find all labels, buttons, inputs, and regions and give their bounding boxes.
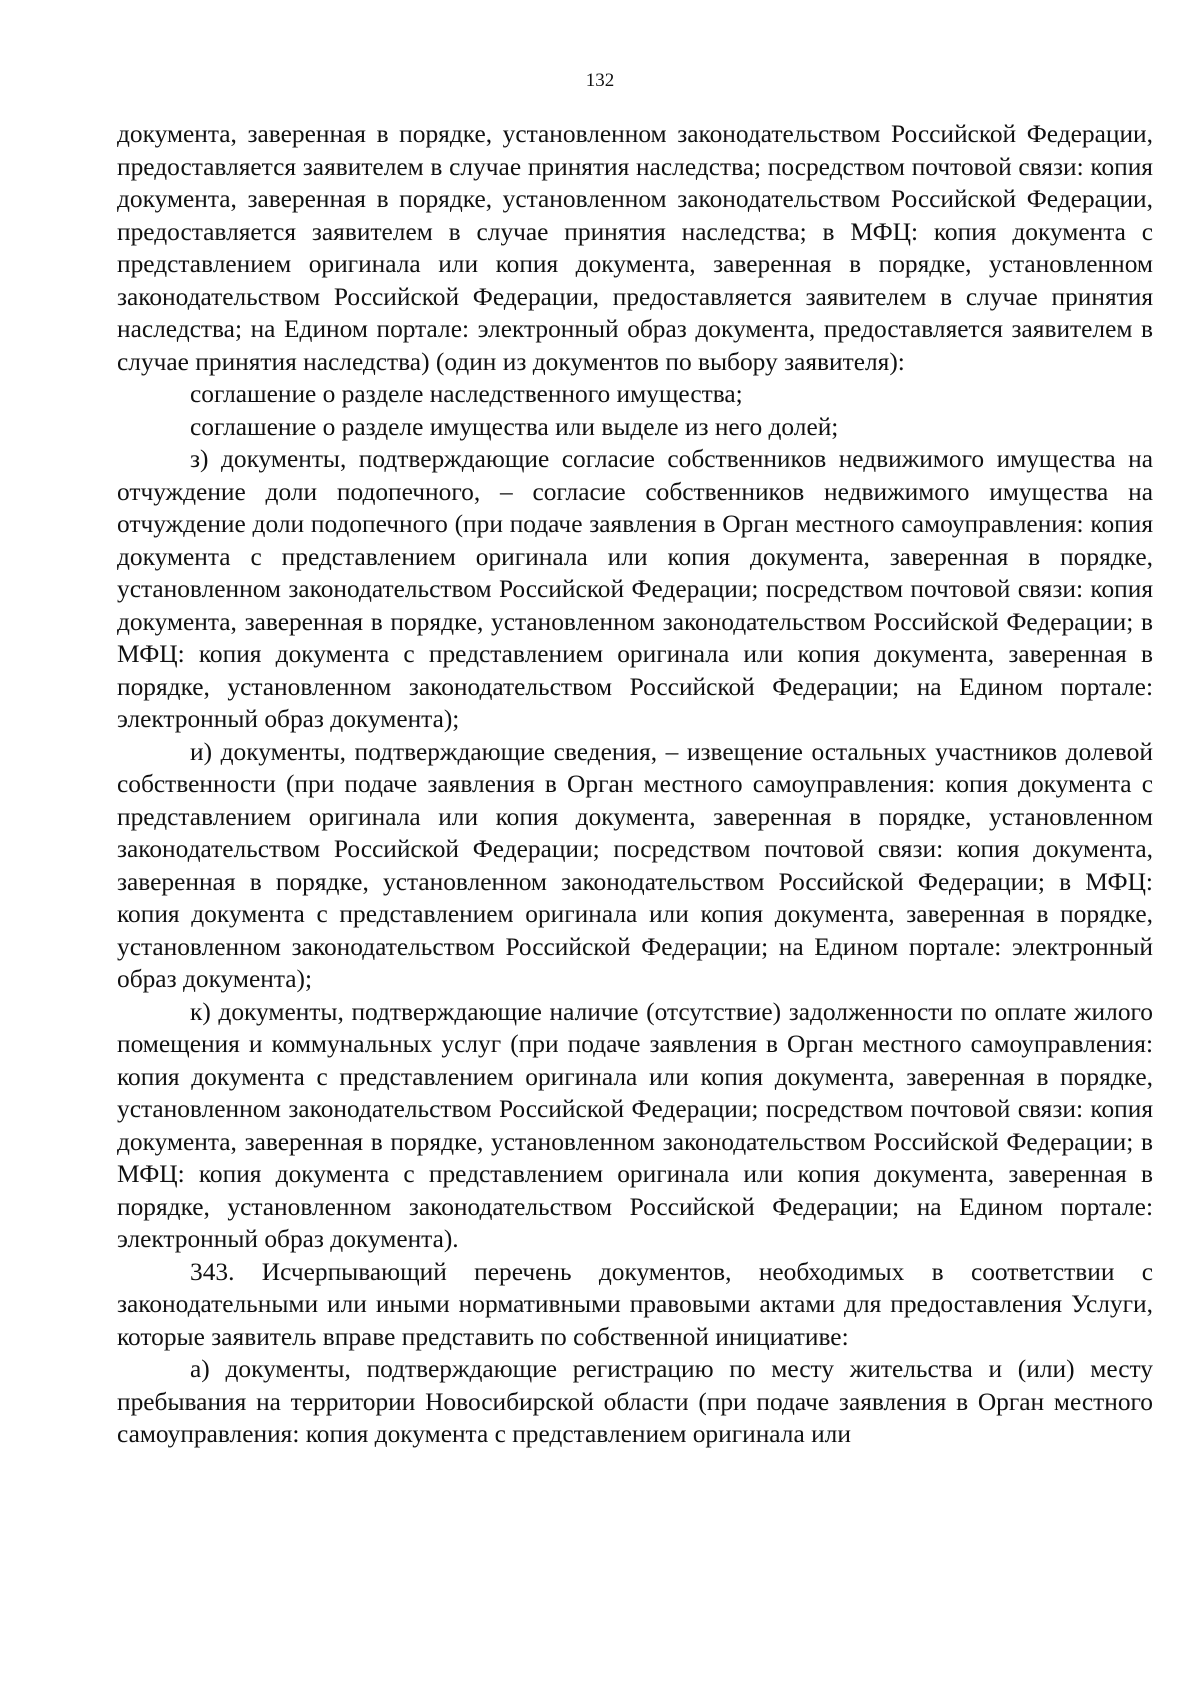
paragraph-item-k: к) документы, подтверждающие наличие (отсутствие) задолженности по оплате жилого помещения и коммунальных услуг (при подаче заявления в Орган местного самоуправления: копия документа с представлением оригинала или копия документа, заверенная в порядке, установленном законодательством Российской Федерации; посредством почтовой связи: копия документа, заверенная в порядке, установленном законодательством Российской Федерации; в МФЦ: копия документа с представлением оригинала или копия документа, заверенная в порядке, установленном законодательством Российской Федерации; на Едином портале: электронный образ документа). [117,997,1153,1253]
document-body [117,118,1153,1451]
paragraph-list-item: соглашение о разделе наследственного имущества; [190,380,743,408]
paragraph-clause-343: 343. Исчерпывающий перечень документов, необходимых в соответствии с законодательными или иными нормативными правовыми актами для предоставления Услуги, которые заявитель вправе представить по собственной инициативе: [117,1257,1153,1351]
paragraph-item-z: з) документы, подтверждающие согласие собственников недвижимого имущества на отчуждение доли подопечного, – согласие собственников недвижимого имущества на отчуждение доли подопечного (при подаче заявления в Орган местного самоуправления: копия документа с представлением оригинала или копия документа, заверенная в порядке, установленном законодательством Российской Федерации; посредством почтовой связи: копия документа, заверенная в порядке, установленном законодательством Российской Федерации; в МФЦ: копия документа с представлением оригинала или копия документа, заверенная в порядке, установленном законодательством Российской Федерации; на Едином портале: электронный образ документа); [117,445,1153,733]
paragraph-list-item: соглашение о разделе имущества или выделе из него долей; [190,412,839,441]
paragraph-continuation: документа, заверенная в порядке, установленном законодательством Российской Федерации, предоставляется заявителем в случае принятия наследства; посредством почтовой связи: копия документа, заверенная в порядке, установленном законодательством Российской Федерации, предоставляется заявителем в случае принятия наследства; в МФЦ: копия документа с представлением оригинала или копия документа, заверенная в порядке, установленном законодательством Российской Федерации, предоставляется заявителем в случае принятия наследства; на Едином портале: электронный образ документа, предоставляется заявителем в случае принятия наследства) (один из документов по выбору заявителя): [117,120,1153,376]
page-number: 132 [585,70,615,91]
paragraph-item-i: и) документы, подтверждающие сведения, – извещение остальных участников долевой собственности (при подаче заявления в Орган местного самоуправления: копия документа с представлением оригинала или копия документа, заверенная в порядке, установленном законодательством Российской Федерации; посредством почтовой связи: копия документа, заверенная в порядке, установленном законодательством Российской Федерации; в МФЦ: копия документа с представлением оригинала или копия документа, заверенная в порядке, установленном законодательством Российской Федерации; на Едином портале: электронный образ документа); [117,737,1153,993]
paragraph-item-a: а) документы, подтверждающие регистрацию по месту жительства и (или) месту пребывания на территории Новосибирской области (при подаче заявления в Орган местного самоуправления: копия документа с представлением оригинала или [117,1355,1153,1448]
